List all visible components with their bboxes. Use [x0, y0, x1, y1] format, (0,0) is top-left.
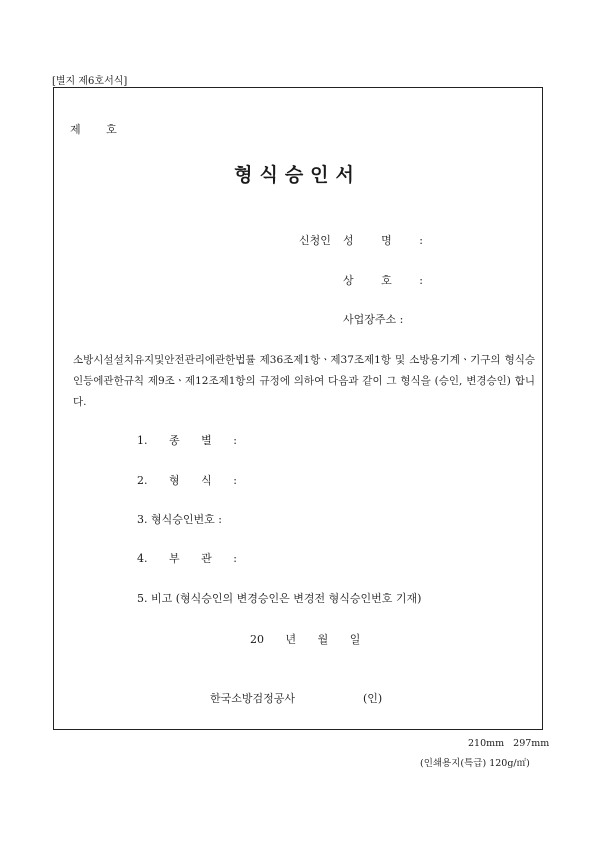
paper-size: 210mm 297mm	[468, 738, 550, 749]
paper-type: (인쇄용지(특급) 120g/㎡)	[420, 758, 530, 769]
applicant-prefix: 신청인	[299, 234, 331, 247]
body-text: 소방시설설치유지및안전관리에관한법률 제36조제1항ㆍ제37조제1항 및 소방용기계ㆍ기구의 형식승인등에관한규칙 제9조ㆍ제12조제1항의 규정에 의하여 다음과 같이 그 형식을 (승인, 변경승인) 합니다.	[73, 354, 535, 408]
page-title: 형식승인서	[234, 164, 361, 186]
item-conditions: 4. 부 관 :	[137, 552, 237, 565]
item-remarks: 5. 비고 (형식승인의 변경승인은 변경전 형식승인번호 기재)	[137, 592, 422, 605]
seal-mark: (인)	[363, 692, 383, 705]
item-model: 2. 형 식 :	[137, 474, 237, 487]
item-approval-number: 3. 형식승인번호 :	[137, 513, 222, 526]
applicant-company-label: 상 호 :	[343, 274, 423, 287]
document-number: 제 호	[70, 123, 117, 136]
form-label: [별지 제6호서식]	[52, 76, 128, 87]
date-line: 20 년 월 일	[250, 633, 361, 646]
issuer-name: 한국소방검정공사	[210, 692, 296, 705]
applicant-name-label: 성 명 :	[343, 234, 423, 247]
applicant-address-label: 사업장주소 :	[343, 313, 404, 326]
item-type: 1. 종 별 :	[137, 434, 237, 447]
